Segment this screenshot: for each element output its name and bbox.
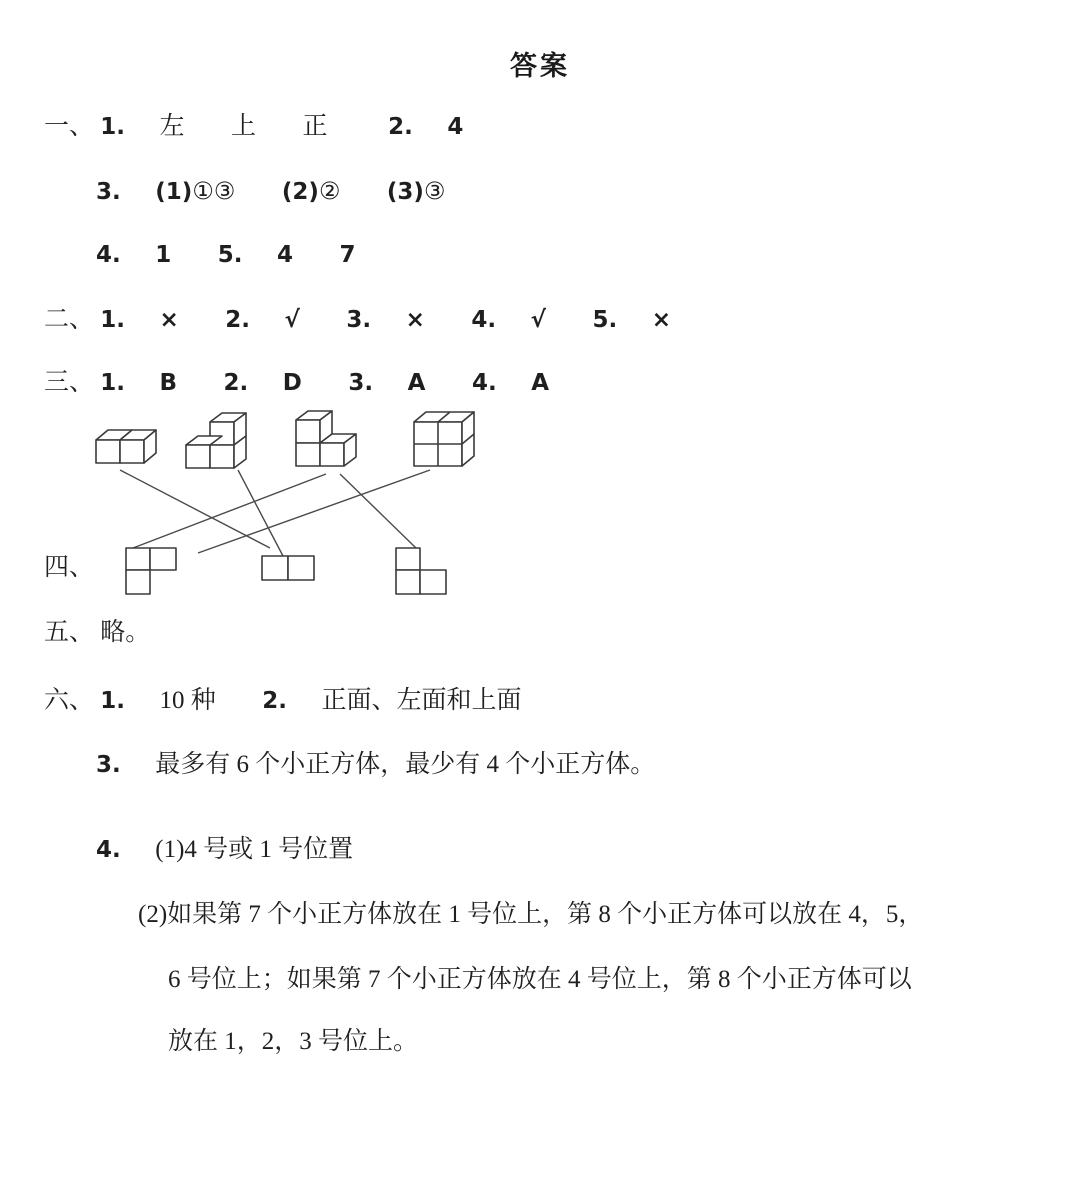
- s2-item-3-label: 3.: [346, 307, 372, 333]
- q2-label: 2.: [388, 114, 413, 140]
- section-one-marker: 一、: [44, 113, 95, 140]
- connector-solid3-flat1: [133, 474, 326, 548]
- s2-item-1-value: ×: [159, 307, 179, 333]
- s6-q2-label: 2.: [262, 688, 288, 714]
- connector-solid1-flat2: [120, 470, 270, 548]
- s6-q3-value: 最多有 6 个小正方体，最少有 4 个小正方体。: [155, 751, 656, 778]
- matching-diagram: [78, 408, 518, 598]
- s2-item-5-label: 5.: [592, 307, 618, 333]
- s6-q3-label: 3.: [96, 752, 121, 778]
- s2-item-2-label: 2.: [225, 307, 251, 333]
- q1-answer-2: 上: [231, 113, 257, 140]
- s2-item-5-value: ×: [651, 307, 672, 333]
- q3-part-2-value: ②: [318, 177, 341, 205]
- q1-label: 1.: [100, 114, 126, 140]
- section-two-line: [44, 305, 671, 335]
- section-one-line-1: [44, 112, 463, 142]
- section-six-marker: 六、: [44, 687, 95, 714]
- section-six-line-6: 放在 1，2，3 号位上。: [168, 1028, 419, 1055]
- connector-solid4-flat3: [198, 470, 430, 553]
- s3-item-4-value: A: [531, 370, 550, 396]
- q4-answer: 1: [155, 242, 172, 268]
- s6-q1-label: 1.: [100, 688, 126, 714]
- section-six-line-1: [44, 686, 522, 716]
- section-six-line-4: (2)如果第 7 个小正方体放在 1 号位上，第 8 个小正方体可以放在 4，5，: [138, 901, 924, 928]
- solid-two-by-two-block: [414, 412, 474, 466]
- s6-q4-part1: (1)4 号或 1 号位置: [155, 836, 354, 863]
- s6-q4-label: 4.: [96, 837, 121, 863]
- solid-l-shape-cube-on-right: [186, 413, 246, 468]
- s2-item-4-value: √: [530, 307, 547, 333]
- q3-part-3-value: ③: [423, 177, 446, 205]
- flat-p-shape-three-squares: [126, 548, 176, 594]
- q1-answer-1: 左: [159, 113, 185, 140]
- q5-answer-2: 7: [339, 242, 356, 268]
- q5-label: 5.: [217, 242, 243, 268]
- q5-answer-1: 4: [277, 242, 294, 268]
- s3-item-1-value: B: [159, 370, 178, 396]
- s3-item-1-label: 1.: [100, 370, 126, 396]
- section-three-line: [44, 368, 549, 398]
- section-six-line-2: [96, 750, 655, 780]
- section-five-text: 略。: [100, 619, 151, 646]
- s3-item-3-value: A: [407, 370, 426, 396]
- flat-l-shape-three-squares: [396, 548, 446, 594]
- section-six-line-3: [96, 835, 353, 865]
- section-five-line: [44, 618, 150, 648]
- q3-part-3-tag: (3): [386, 179, 424, 205]
- s6-q1-value: 10 种: [159, 687, 216, 714]
- s3-item-3-label: 3.: [348, 370, 374, 396]
- q3-part-1-value: ①③: [192, 177, 236, 205]
- page-title: 答案: [510, 51, 570, 82]
- solid-two-cubes-in-a-row: [96, 430, 156, 463]
- s2-item-2-value: √: [284, 307, 300, 333]
- connector-solid3-flat3: [340, 474, 416, 548]
- q3-part-1-tag: (1): [155, 179, 193, 205]
- s6-q2-value: 正面、左面和上面: [321, 687, 522, 714]
- section-three-marker: 三、: [44, 369, 95, 396]
- q2-answer: 4: [447, 114, 464, 140]
- q3-part-2-tag: (2): [281, 179, 319, 205]
- s3-item-2-label: 2.: [223, 370, 249, 396]
- section-two-marker: 二、: [44, 306, 95, 333]
- q1-answer-3: 正: [302, 113, 328, 140]
- s3-item-2-value: D: [282, 370, 302, 396]
- section-five-marker: 五、: [44, 619, 95, 646]
- s2-item-1-label: 1.: [100, 307, 126, 333]
- section-one-line-2: [96, 176, 445, 207]
- section-six-line-5: 6 号位上；如果第 7 个小正方体放在 4 号位上，第 8 个小正方体可以: [168, 966, 912, 993]
- s2-item-4-label: 4.: [471, 307, 497, 333]
- solid-l-shape-cube-on-left: [296, 411, 356, 466]
- section-four-marker: 四、: [44, 554, 95, 581]
- s3-item-4-label: 4.: [471, 370, 497, 396]
- section-one-line-3: [96, 240, 356, 270]
- s2-item-3-value: ×: [405, 307, 425, 333]
- flat-two-squares-in-a-row: [262, 556, 314, 580]
- q4-label: 4.: [96, 242, 121, 268]
- q3-label: 3.: [96, 179, 121, 205]
